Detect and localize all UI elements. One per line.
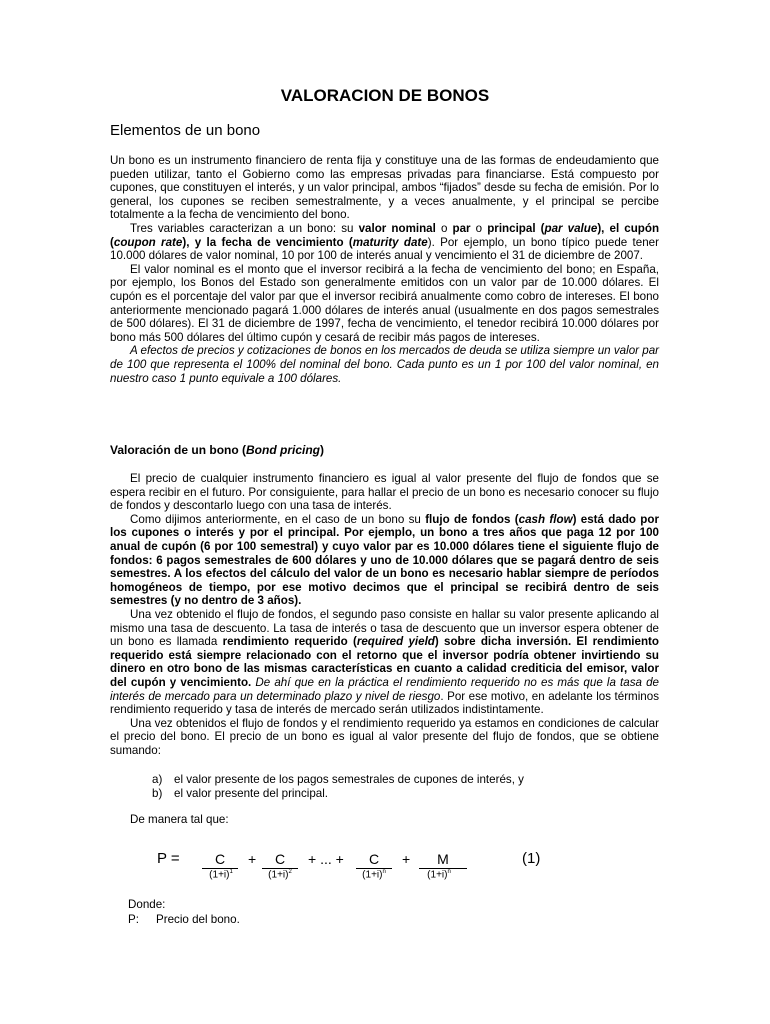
paragraph: El valor nominal es el monto que el inversor recibirá a la fecha de vencimiento del bono; en España, por ejemplo, los Bonos del Estado son generalmente emitidos con un valor par de 10.000 dólares. El cupón es el porcentaje del valor par que el inversor recibirá anualmente como cobro de intereses. El bono anteriormente mencionado pagará 1.000 dólares de interés anual (usualmente en dos pagos semestrales de 500 dólares). El 31 de diciembre de 1997, fecha de vencimiento, el tenedor recibirá 10.000 dólares por bono más 500 dólares del último cupón y cesará de recibir más pagos de intereses. — [110, 262, 659, 344]
paragraph: Una vez obtenido el flujo de fondos, el segundo paso consiste en hallar su valor presente aplicando al mismo una tasa de descuento. La tasa de interés o tasa de descuento que un inversor espera obtener de un bono es llamada rendimiento requerido (required yield) sobre dicha inversión. El rendimiento requerido está siempre relacionado con el retorno que el inversor podría obtener invirtiendo su dinero en otro bono de las mismas características en cuanto a calidad crediticia del emisor, valor del cupón y vencimiento. De ahí que en la práctica el rendimiento requerido no es más que la tasa de interés de mercado para un determinado plazo y nivel de riesgo. Por ese motivo, en adelante los términos rendimiento requerido y tasa de interés de mercado serán utilizados indistintamente. — [110, 607, 660, 717]
formula-denominator: $(1+i)^1$ — [209, 869, 233, 881]
section-elementos-body — [110, 154, 659, 385]
donde-block — [128, 897, 240, 927]
paragraph: El precio de cualquier instrumento financiero es igual al valor presente del flujo de fondos que se espera recibir en el futuro. Por consiguiente, para hallar el precio de un bono es necesario conocer su flujo de fondos y descontarlo luego con una tasa de interés. — [110, 472, 659, 513]
list-item: a) el valor presente de los pagos semestrales de cupones de interés, y — [152, 773, 524, 786]
formula-denominator: $(1+i)^n$ — [427, 869, 451, 881]
section-valoracion-body — [110, 472, 659, 757]
equation-number: (1) — [522, 850, 541, 867]
formula-denominator: $(1+i)^2$ — [268, 869, 292, 881]
formula-lhs: P = — [157, 850, 180, 867]
definition-item: P: Precio del bono. — [128, 913, 240, 926]
bond-price-formula — [0, 848, 770, 888]
formula-ellipsis: + ... + — [308, 851, 344, 867]
sum-list — [152, 773, 524, 801]
list-item: b) el valor presente del principal. — [152, 787, 329, 800]
formula-denominator: $(1+i)^n$ — [362, 869, 386, 881]
formula-numerator: C — [356, 851, 392, 869]
paragraph: Como dijimos anteriormente, en el caso de un bono su flujo de fondos (cash flow) está dado por los cupones o interés y por el principal. Por ejemplo, un bono a tres años que paga 12 por 100 anual de cupón (6 por 100 semestral) y cuyo valor par es 10.000 dólares tiene el siguiente flujo de fondos: 6 pagos semestrales de 600 dólares y uno de 10.000 dólares que se pagará dentro de seis semestres. A los efectos del cálculo del valor de un bono es necesario hablar siempre de períodos homogéneos de tiempo, por ese motivo decimos que el principal se recibirá dentro de seis semestres (y no dentro de 3 años). — [110, 512, 659, 608]
section-heading-elementos: Elementos de un bono — [110, 122, 261, 139]
formula-numerator: C — [202, 851, 238, 869]
paragraph: A efectos de precios y cotizaciones de bonos en los mercados de deuda se utiliza siempre un valor par de 100 que representa el 100% del nominal del bono. Cada punto es un 1 por 100 del valor nominal, en nuestro caso 1 punto equivale a 100 dólares. — [110, 344, 659, 385]
formula-plus: + — [402, 851, 411, 867]
paragraph: Tres variables caracterizan a un bono: su valor nominal o par o principal (par value), el cupón (coupon rate), y la fecha de vencimiento (maturity date). Por ejemplo, un bono típico puede tener 10.000 dólares de valor nominal, 10 por 100 de interés anual y vencimiento el 31 de diciembre de 2007. — [110, 221, 660, 263]
section-heading-valoracion: Valoración de un bono (Bond pricing) — [110, 443, 325, 457]
formula-intro: De manera tal que: — [130, 813, 229, 826]
paragraph: Un bono es un instrumento financiero de renta fija y constituye una de las formas de endeudamiento que pueden utilizar, tanto el Gobierno como las empresas privadas para financiarse. Está compuesto por cupones, que constituyen el interés, y un valor principal, ambos “fijados” desde su fecha de emisión. Por lo general, los cupones se reciben semestralmente, y a veces anualmente, y el principal se percibe totalmente a la fecha de vencimiento del bono. — [110, 154, 659, 222]
donde-label: Donde: — [128, 898, 166, 911]
paragraph: Una vez obtenidos el flujo de fondos y el rendimiento requerido ya estamos en condiciones de calcular el precio del bono. El precio de un bono es igual al valor presente del flujo de fondos, que se obtiene sumando: — [110, 716, 659, 757]
page-title: VALORACION DE BONOS — [280, 86, 490, 105]
formula-numerator: M — [419, 851, 467, 869]
formula-plus: + — [248, 851, 257, 867]
formula-numerator: C — [262, 851, 298, 869]
